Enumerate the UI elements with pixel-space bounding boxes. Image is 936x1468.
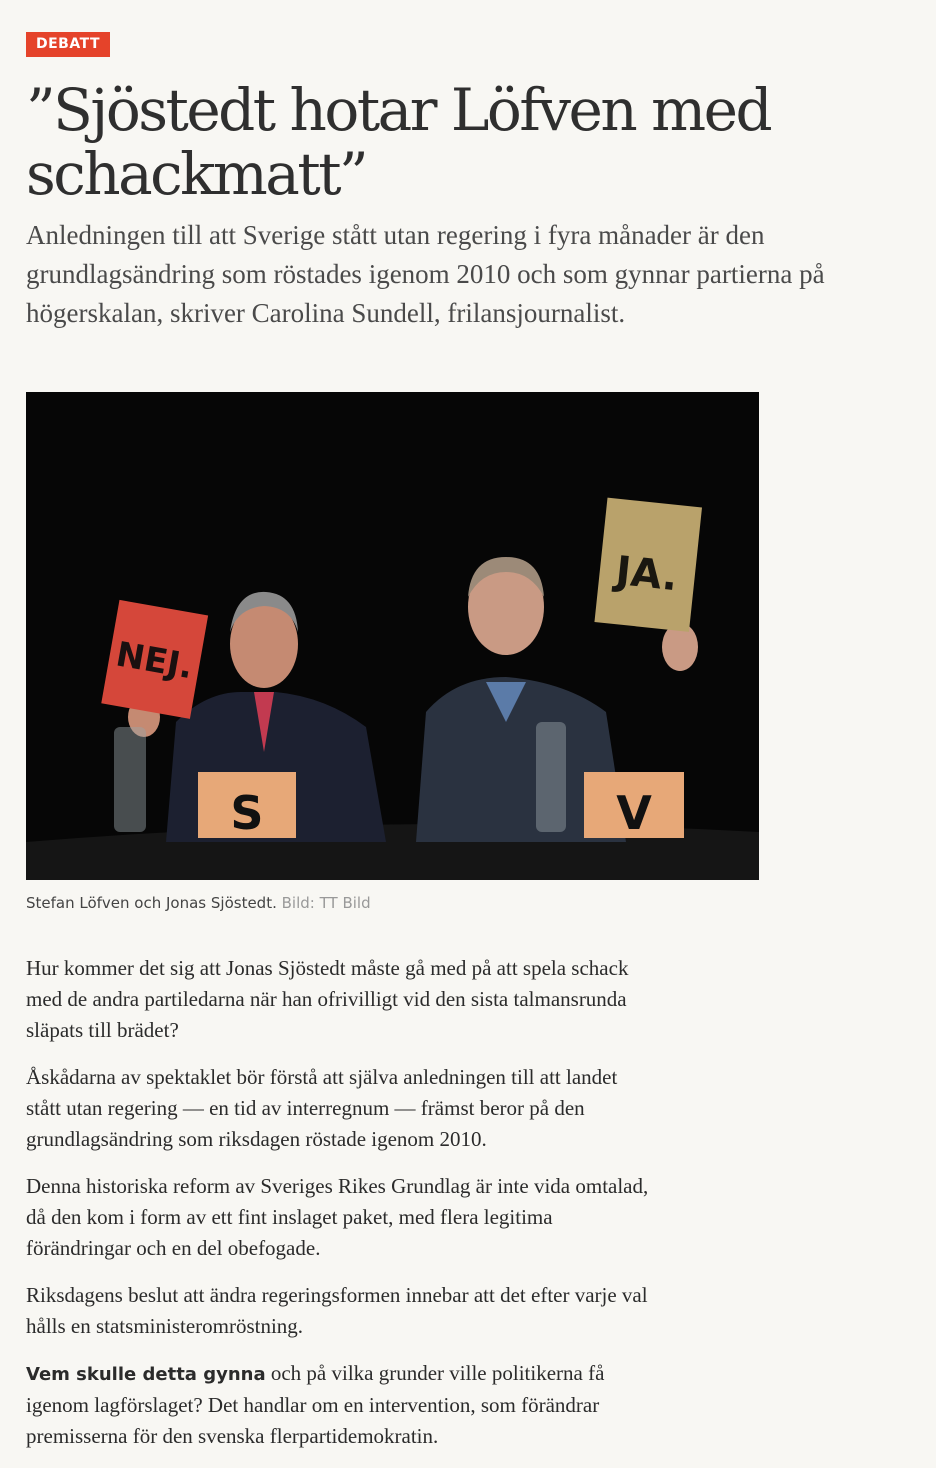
photo-credit: Bild: TT Bild — [281, 894, 371, 912]
article-photo[interactable] — [26, 392, 759, 880]
article-lede: Anledningen till att Sverige stått utan regering i fyra månader är den grundlagsändring som röstades igenom 2010 och som gynnar partierna på högerskalan, skriver Carolina Sundell, frilansjournalist. — [26, 220, 825, 328]
svg-text:NEJ.: NEJ. — [112, 634, 196, 688]
plate-v — [584, 772, 684, 840]
caption-text: Stefan Löfven och Jonas Sjöstedt. — [26, 894, 277, 912]
sign-ja — [594, 498, 702, 632]
article-title: ”Sjöstedt hotar Löfven med schackmatt” — [26, 76, 771, 208]
category-tag[interactable]: DEBATT — [26, 32, 110, 57]
paragraph: Denna historiska reform av Sveriges Rikes Grundlag är inte vida omtalad, då den kom i form av ett fint inslaget paket, med flera legitima förändringar och en del obefogade. — [26, 1174, 649, 1260]
paragraph: Riksdagens beslut att ändra regeringsformen innebar att det efter varje val hålls en statsministeromröstning. — [26, 1283, 648, 1338]
paragraph: Åskådarna av spektaklet bör förstå att själva anledningen till att landet stått utan regering — en tid av interregnum — främst beror på den grundlagsändring som riksdagen röstade igenom 2010. — [26, 1065, 618, 1151]
svg-text:S: S — [230, 786, 264, 840]
paragraph: Hur kommer det sig att Jonas Sjöstedt måste gå med på att spela schack med de andra partiledarna när han ofrivilligt vid den sista talmansrunda släpats till brädet? — [26, 956, 629, 1042]
photo-caption — [26, 893, 371, 913]
plate-s — [198, 772, 296, 840]
paragraph-text: och på vilka grunder ville politikerna få igenom lagförslaget? Det handlar om en intervention, som förändrar premisserna för den svenska flerpartidemokratin. — [26, 1361, 605, 1448]
article-body — [26, 953, 656, 1468]
bold-lead: Vem skulle detta gynna — [26, 1364, 266, 1385]
svg-text:JA.: JA. — [613, 548, 680, 601]
carafe-right — [536, 722, 566, 832]
carafe-left — [114, 727, 146, 832]
sign-nej — [101, 600, 208, 719]
paragraph — [26, 1358, 656, 1452]
svg-text:V: V — [616, 786, 652, 840]
